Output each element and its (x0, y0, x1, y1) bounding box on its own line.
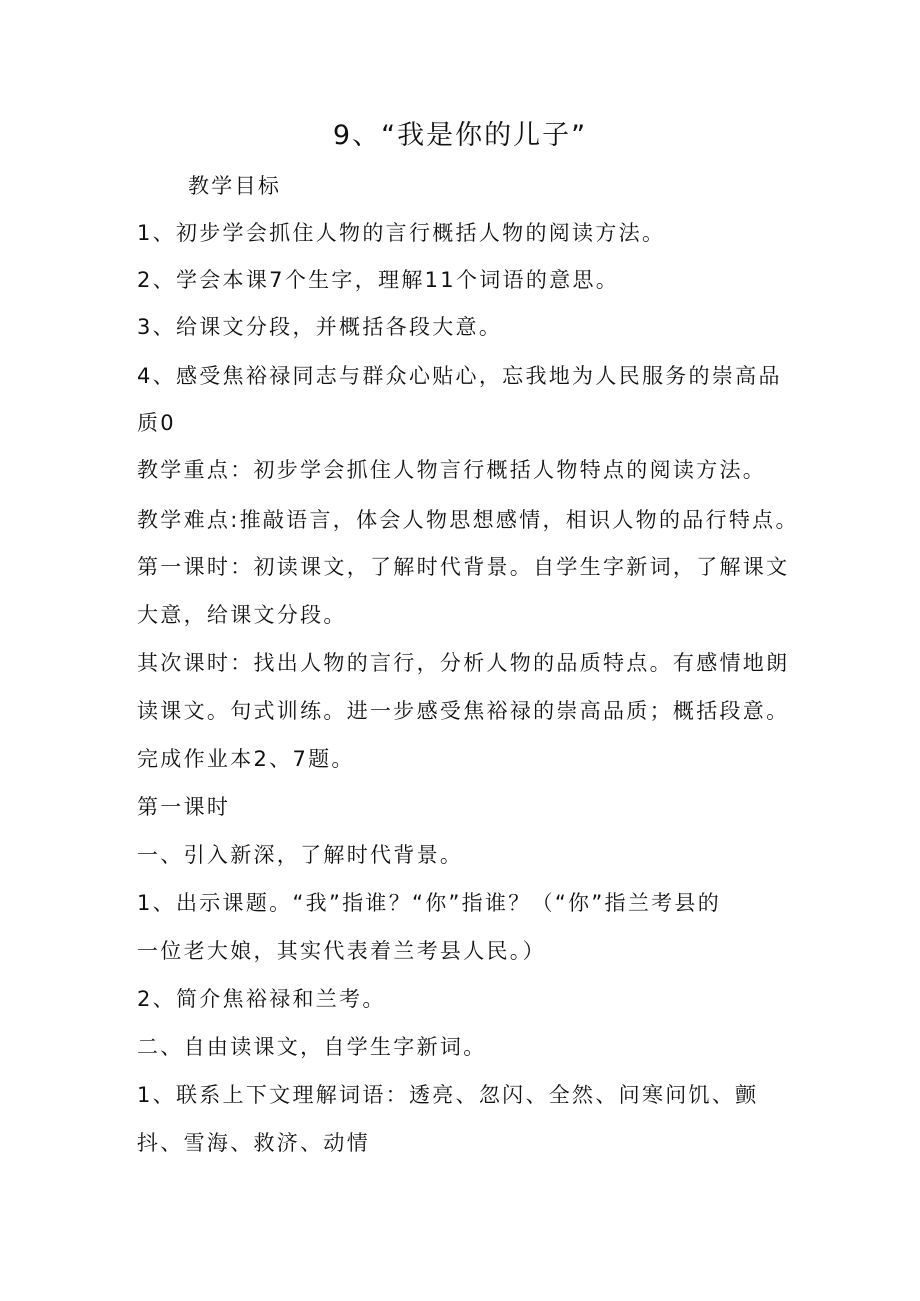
item-1-2: 2、简介焦裕禄和兰考。 (137, 987, 386, 1011)
item-1-1-line-2: 一位老大娘，其实代表着兰考县人民。） (137, 939, 546, 963)
item-1-1-line-1: 1、出示课题。“我”指谁？“你”指谁？（“你”指兰考县的 (137, 891, 722, 915)
item-2-1-line-1: 1、联系上下文理解词语：透亮、忽闪、全然、问寒问饥、颤 (137, 1083, 759, 1107)
lesson-title: 9、“我是你的儿子” (332, 120, 588, 151)
item-2-1-line-2: 抖、雪海、救济、动情 (137, 1131, 370, 1155)
objective-4-line-2: 质0 (137, 411, 176, 435)
lesson2-plan-line-3: 完成作业本2、7题。 (137, 747, 355, 771)
lesson1-plan-line-2: 大意，给课文分段。 (137, 603, 347, 627)
lesson1-plan-line-1: 第一课时：初读课文，了解时代背景。自学生字新词，了解课文 (137, 555, 790, 579)
section-1-heading: 一、引入新深，了解时代背景。 (137, 843, 464, 867)
key-point: 教学重点：初步学会抓住人物言行概括人物特点的阅读方法。 (137, 458, 767, 482)
difficulty: 教学难点:推敲语言，体会人物思想感情，相识人物的品行特点。 (137, 508, 799, 532)
section-2-heading: 二、自由读课文，自学生字新词。 (137, 1035, 487, 1059)
objective-2: 2、学会本课7个生字，理解11个词语的意思。 (137, 268, 620, 292)
lesson1-heading: 第一课时 (137, 795, 231, 819)
objective-4-line-1: 4、感受焦裕禄同志与群众心贴心，忘我地为人民服务的崇高品 (137, 364, 782, 388)
lesson2-plan-line-1: 其次课时：找出人物的言行，分析人物的品质特点。有感情地朗 (137, 651, 790, 675)
objectives-heading: 教学目标 (188, 174, 282, 198)
objective-3: 3、给课文分段，并概括各段大意。 (137, 315, 503, 339)
objective-1: 1、初步学会抓住人物的言行概括人物的阅读方法。 (137, 221, 666, 245)
lesson2-plan-line-2: 读课文。句式训练。进一步感受焦裕禄的崇高品质；概括段意。 (137, 699, 790, 723)
